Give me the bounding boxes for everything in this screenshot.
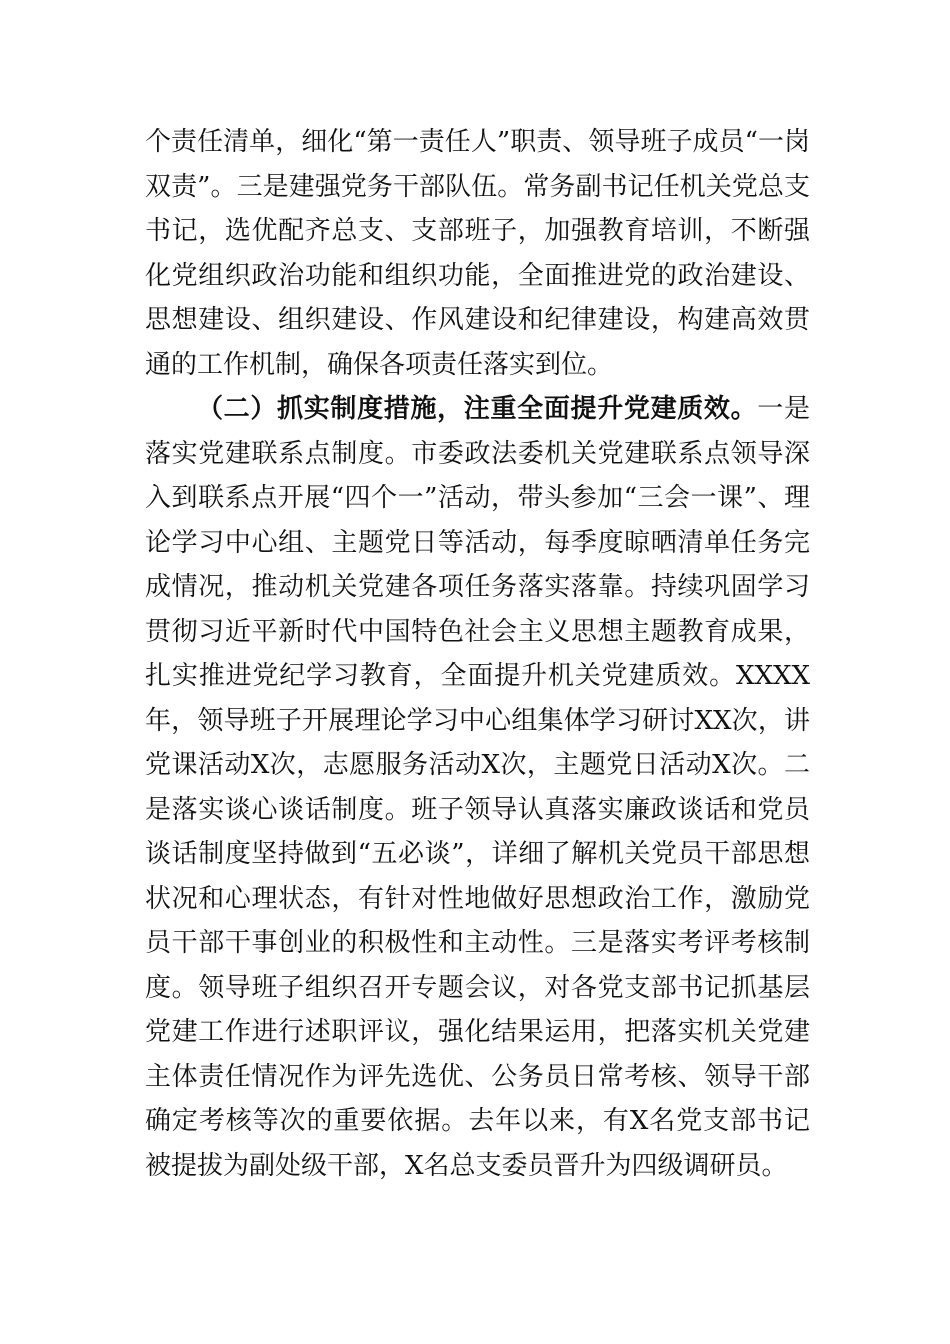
paragraph-section-2 [145, 387, 810, 1188]
paragraph-text: 个责任清单，细化“第一责任人”职责、领导班子成员“一岗双责”。三是建强党务干部队伍。常务副书记任机关党总支书记，选优配齐总支、支部班子，加强教育培训，不断强化党组织政治功能和组织功能，全面推进党的政治建设、思想建设、组织建设、作风建设和纪律建设，构建高效贯通的工作机制，确保各项责任落实到位。 [145, 127, 810, 380]
paragraph-continuation [145, 120, 810, 387]
document-body [145, 120, 810, 1188]
section-heading: （二）抓实制度措施，注重全面提升党建质效。 [197, 394, 758, 424]
paragraph-text: 一是落实党建联系点制度。市委政法委机关党建联系点领导深入到联系点开展“四个一”活动，带头参加“三会一课”、理论学习中心组、主题党日等活动，每季度晾晒清单任务完成情况，推动机关党建各项任务落实落靠。持续巩固学习贯彻习近平新时代中国特色社会主义思想主题教育成果，扎实推进党纪学习教育，全面提升机关党建质效。XXXX年，领导班子开展理论学习中心组集体学习研讨XX次，讲党课活动X次，志愿服务活动X次，主题党日活动X次。二是落实谈心谈话制度。班子领导认真落实廉政谈话和党员谈话制度坚持做到“五必谈”，详细了解机关党员干部思想状况和心理状态，有针对性地做好思想政治工作，激励党员干部干事创业的积极性和主动性。三是落实考评考核制度。领导班子组织召开专题会议，对各党支部书记抓基层党建工作进行述职评议，强化结果运用，把落实机关党建主体责任情况作为评先选优、公务员日常考核、领导干部确定考核等次的重要依据。去年以来，有X名党支部书记被提拔为副处级干部，X名总支委员晋升为四级调研员。 [145, 394, 810, 1181]
